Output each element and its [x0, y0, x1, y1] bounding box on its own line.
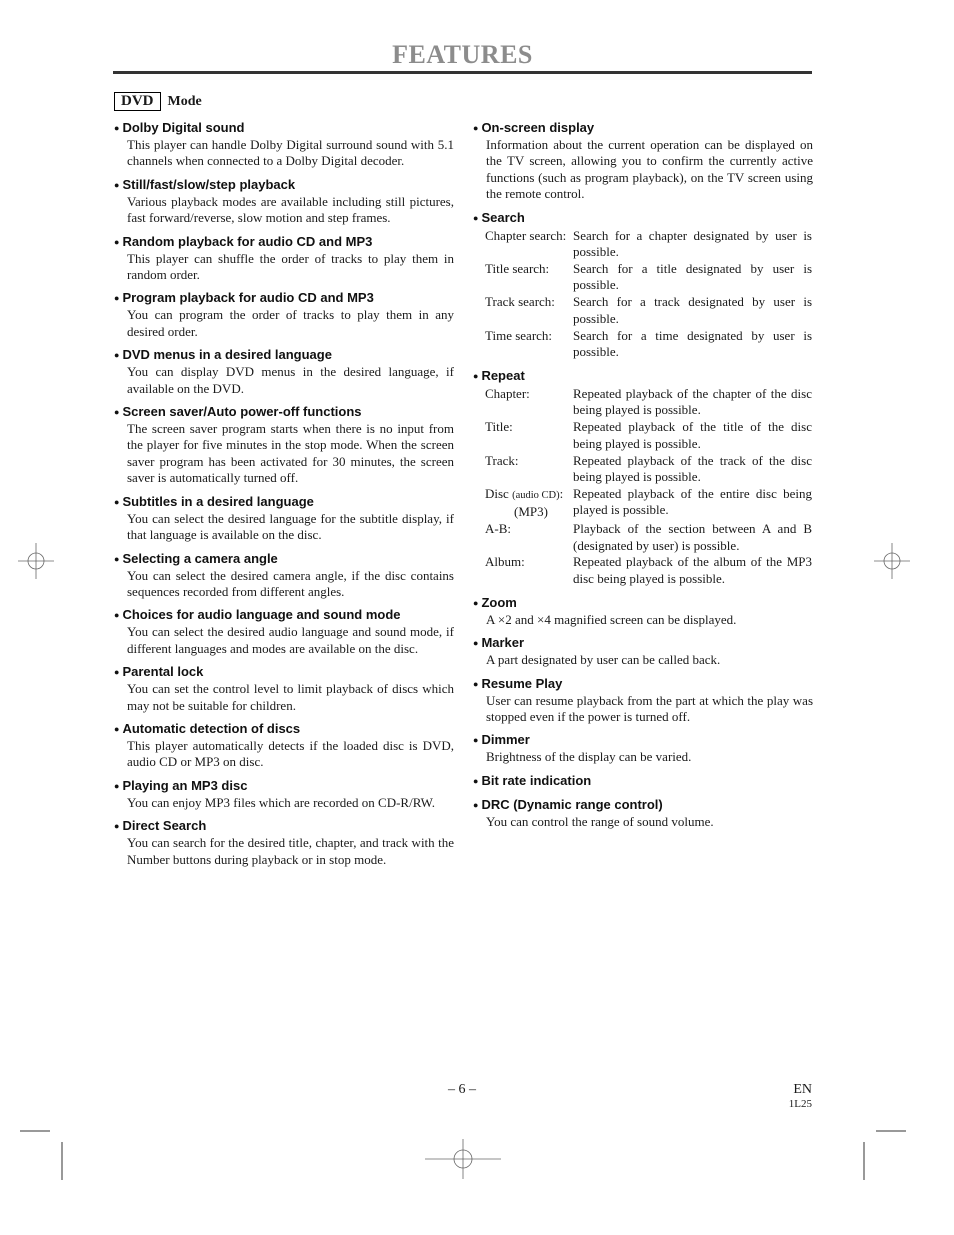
feature-title: Playing an MP3 disc	[122, 777, 248, 793]
bullet-icon: ●	[473, 775, 479, 786]
mode-label: Mode	[167, 93, 202, 109]
feature-title: Automatic detection of discs	[122, 720, 301, 736]
bullet-icon: ●	[473, 370, 479, 381]
crop-mark-bottom-left-icon	[20, 1128, 64, 1180]
bullet-icon: ●	[114, 350, 120, 361]
left-column	[114, 119, 454, 874]
feature-text: You can search for the desired title, chapter, and track with the Number buttons during playback or in stop mode.	[127, 835, 454, 867]
feature-text: A ×2 and ×4 magnified screen can be displayed.	[486, 611, 737, 627]
page-number: – 6 –	[448, 1082, 476, 1097]
search-value: Search for a chapter designated by user is possible.	[573, 227, 812, 260]
repeat-table	[485, 386, 812, 588]
feature-camera-angle	[114, 550, 454, 601]
feature-text: Information about the current operation can be displayed on the TV screen, allowing you to confirm the currently active functions (such as program playback), on the TV screen using the remote control.	[486, 137, 813, 202]
feature-screen-saver	[114, 403, 454, 487]
bullet-icon: ●	[473, 678, 479, 689]
bullet-icon: ●	[114, 407, 120, 418]
feature-marker	[473, 634, 813, 668]
repeat-value: Repeated playback of the track of the disc being played is possible.	[573, 452, 812, 484]
feature-title: Dimmer	[481, 732, 530, 748]
repeat-key: Album:	[485, 554, 525, 570]
feature-random-playback	[114, 233, 454, 284]
search-value: Search for a title designated by user is possible.	[573, 260, 812, 293]
feature-title: DRC (Dynamic range control)	[481, 796, 663, 812]
repeat-key: Disc (audio CD): (MP3)	[485, 485, 564, 520]
page-title: FEATURES	[392, 40, 533, 69]
bullet-icon: ●	[114, 293, 120, 304]
feature-subtitles	[114, 493, 454, 544]
bullet-icon: ●	[114, 236, 120, 247]
search-key: Track search:	[485, 294, 555, 310]
feature-zoom	[473, 594, 813, 628]
feature-title: Choices for audio language and sound mode	[122, 607, 401, 623]
feature-text: This player can handle Dolby Digital surround sound with 5.1 channels when connected to a Dolby Digital decoder.	[127, 137, 454, 169]
feature-direct-search	[114, 817, 454, 868]
feature-resume-play	[473, 675, 813, 726]
repeat-row	[485, 453, 812, 486]
feature-audio-language	[114, 606, 454, 657]
repeat-row	[485, 521, 812, 554]
feature-text: User can resume playback from the part at which the play was stopped even if the power is turned off.	[486, 692, 813, 724]
feature-title: Repeat	[481, 367, 525, 383]
feature-title: Program playback for audio CD and MP3	[122, 290, 374, 306]
feature-title: Resume Play	[481, 675, 563, 691]
feature-text: The screen saver program starts when there is no input from the player for five minutes in the stop mode. When the screen saver program has been activated for 30 minutes, the screen saver is automatically turned off.	[127, 421, 454, 486]
feature-title: Dolby Digital sound	[122, 120, 245, 135]
bullet-icon: ●	[114, 553, 120, 564]
feature-dimmer	[473, 731, 813, 765]
feature-text: You can display DVD menus in the desired language, if available on the DVD.	[127, 364, 454, 396]
feature-on-screen-display	[473, 119, 813, 203]
feature-title: Zoom	[481, 594, 517, 610]
feature-title: Subtitles in a desired language	[122, 493, 314, 509]
feature-text: A part designated by user can be called back.	[486, 652, 721, 668]
feature-parental-lock	[114, 663, 454, 714]
search-key: Time search:	[485, 327, 553, 343]
bullet-icon: ●	[473, 597, 479, 608]
search-key: Chapter search:	[485, 227, 567, 243]
feature-text: You can control the range of sound volume.	[486, 813, 714, 829]
repeat-key: Title:	[485, 419, 513, 435]
bullet-icon: ●	[114, 123, 120, 133]
repeat-key: A-B:	[485, 521, 511, 537]
repeat-row	[485, 419, 812, 452]
search-row	[485, 228, 812, 261]
feature-title: Direct Search	[122, 818, 207, 834]
feature-text: You can set the control level to limit playback of discs which may not be suitable for children.	[127, 681, 454, 713]
registration-mark-left-icon	[18, 543, 54, 579]
search-row	[485, 294, 812, 327]
repeat-row	[485, 386, 812, 419]
language-code: EN	[793, 1082, 812, 1097]
feature-text: You can enjoy MP3 files which are recorded on CD-R/RW.	[127, 794, 435, 810]
search-row	[485, 261, 812, 294]
bullet-icon: ●	[114, 496, 120, 507]
search-value: Search for a track designated by user is possible.	[573, 294, 812, 326]
feature-text: You can program the order of tracks to play them in any desired order.	[127, 307, 454, 339]
feature-bit-rate	[473, 772, 813, 790]
repeat-value: Playback of the section between A and B (designated by user) is possible.	[573, 521, 812, 553]
search-table	[485, 228, 812, 361]
repeat-key: Chapter:	[485, 385, 530, 401]
feature-disc-detection	[114, 720, 454, 771]
feature-title: On-screen display	[481, 120, 595, 135]
feature-title: Parental lock	[122, 664, 204, 680]
bullet-icon: ●	[473, 735, 479, 746]
right-column	[473, 119, 813, 836]
title-rule	[113, 71, 812, 74]
repeat-value: Repeated playback of the title of the disc being played is possible.	[573, 419, 812, 451]
bullet-icon: ●	[473, 799, 479, 810]
bullet-icon: ●	[114, 179, 120, 190]
repeat-row	[485, 554, 812, 587]
feature-dolby-digital	[114, 119, 454, 170]
bullet-icon: ●	[114, 723, 120, 734]
bullet-icon: ●	[114, 667, 120, 678]
feature-dvd-menus	[114, 346, 454, 397]
feature-title: Screen saver/Auto power-off functions	[122, 404, 362, 420]
search-row	[485, 328, 812, 361]
repeat-value: Repeated playback of the chapter of the disc being played is possible.	[573, 385, 812, 418]
feature-title: Marker	[481, 635, 525, 651]
feature-mp3	[114, 777, 454, 811]
search-value: Search for a time designated by user is possible.	[573, 327, 812, 359]
bullet-icon: ●	[114, 780, 120, 791]
document-code: 1L25	[788, 1098, 812, 1110]
repeat-row-disc	[485, 486, 812, 521]
feature-title: Selecting a camera angle	[122, 550, 278, 566]
feature-title: Search	[481, 209, 525, 225]
registration-mark-bottom-icon	[425, 1139, 501, 1179]
crop-mark-bottom-right-icon	[862, 1128, 906, 1180]
feature-title: Still/fast/slow/step playback	[122, 176, 296, 192]
feature-title: Random playback for audio CD and MP3	[122, 233, 373, 249]
bullet-icon: ●	[473, 123, 479, 133]
feature-text: Brightness of the display can be varied.	[486, 749, 692, 765]
feature-repeat	[473, 367, 813, 588]
registration-mark-right-icon	[874, 543, 910, 579]
search-key: Title search:	[485, 260, 550, 276]
feature-text: Various playback modes are available including still pictures, fast forward/reverse, slow motion and step frames.	[127, 193, 454, 226]
feature-text: You can select the desired camera angle, if the disc contains sequences recorded from different angles.	[127, 567, 454, 599]
bullet-icon: ●	[473, 638, 479, 649]
feature-text: You can select the desired language for the subtitle display, if that language is available on the disc.	[127, 510, 454, 543]
bullet-icon: ●	[473, 212, 479, 223]
bullet-icon: ●	[114, 610, 120, 621]
feature-title: Bit rate indication	[481, 772, 592, 788]
feature-text: You can select the desired audio language and sound mode, if different languages and modes are available on the disc.	[127, 624, 454, 656]
bullet-icon: ●	[114, 821, 120, 832]
repeat-key: Track:	[485, 452, 519, 468]
dvd-badge: DVD	[114, 92, 161, 111]
feature-text: This player can shuffle the order of tracks to play them in random order.	[127, 250, 454, 283]
feature-program-playback	[114, 289, 454, 340]
feature-text: This player automatically detects if the loaded disc is DVD, audio CD or MP3 on disc.	[127, 737, 454, 770]
feature-drc	[473, 796, 813, 830]
mode-heading	[114, 92, 202, 111]
feature-search	[473, 209, 813, 361]
feature-playback-modes	[114, 176, 454, 227]
repeat-value: Repeated playback of the entire disc being played is possible.	[573, 485, 812, 518]
repeat-value: Repeated playback of the album of the MP3 disc being played is possible.	[573, 554, 812, 586]
feature-title: DVD menus in a desired language	[122, 347, 332, 363]
